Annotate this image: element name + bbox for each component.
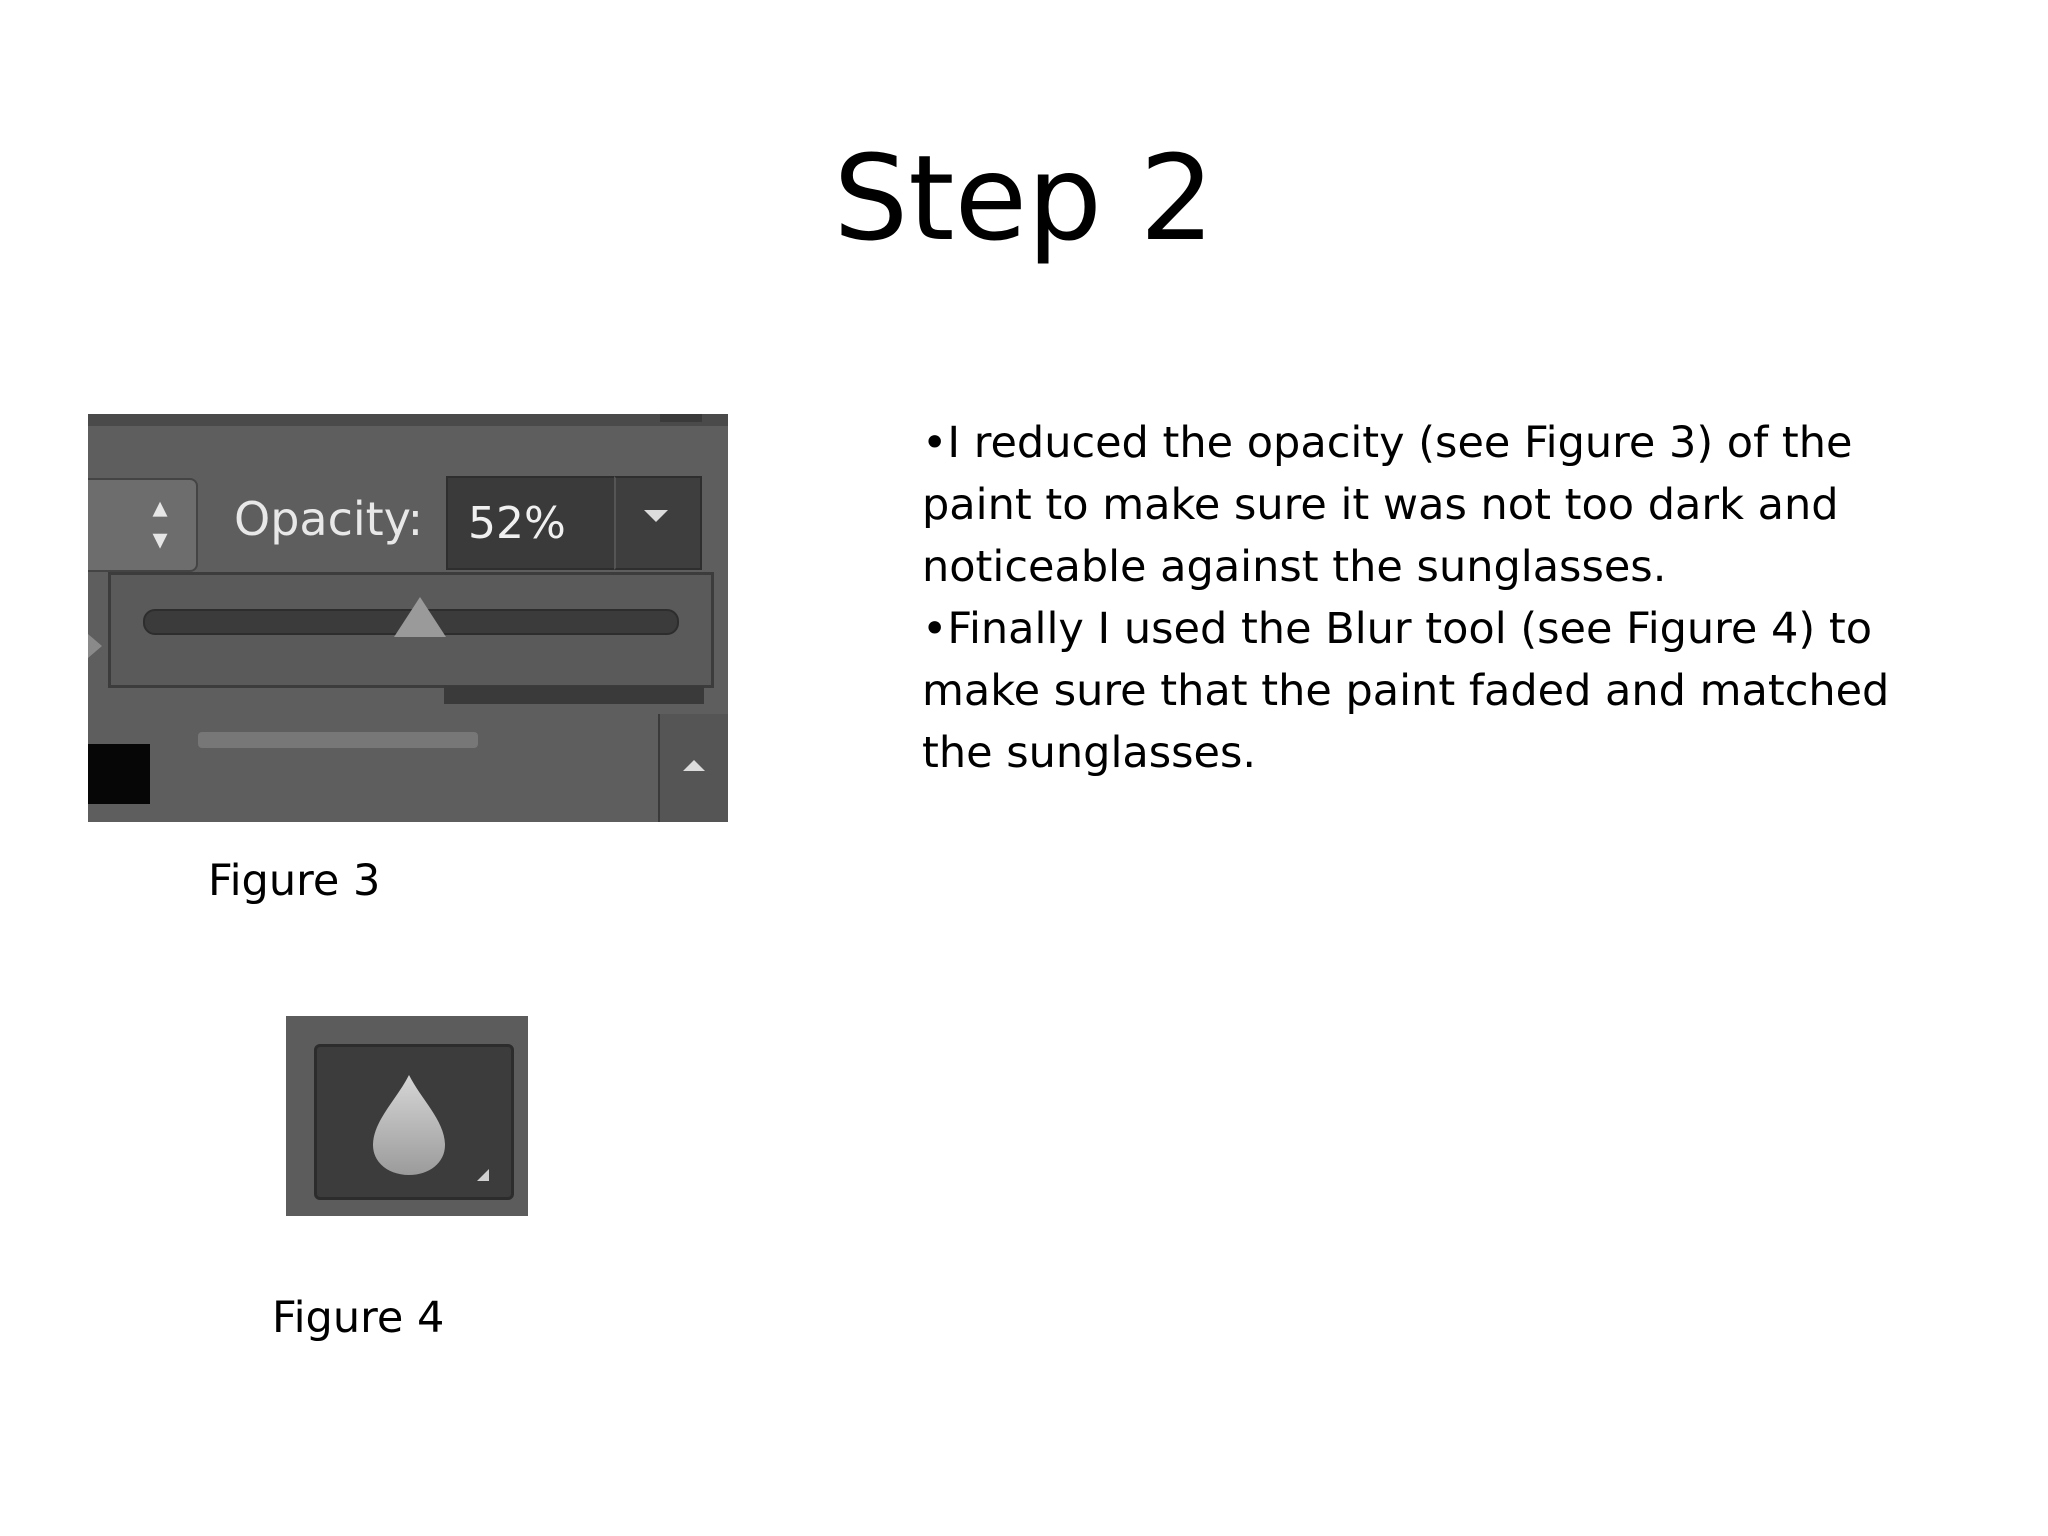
layer-name-blurred <box>198 732 478 748</box>
opacity-dropdown-button[interactable] <box>614 476 702 570</box>
figure-4-caption: Figure 4 <box>272 1293 445 1343</box>
opacity-value: 52% <box>468 498 566 549</box>
opacity-slider-popup <box>108 572 714 688</box>
figure-4-blur-tool <box>286 1016 528 1216</box>
bullet-item-2: •Finally I used the Blur tool (see Figure 4) to make sure that the paint faded and matched the sunglasses. <box>922 604 1890 778</box>
panel-top-strip <box>88 414 728 426</box>
blur-drop-icon <box>317 1047 511 1197</box>
figure-3-caption: Figure 3 <box>208 856 381 906</box>
bullet-item-1: •I reduced the opacity (see Figure 3) of the paint to make sure it was not too dark and noticeable against the sunglasses. <box>922 418 1853 592</box>
layer-thumbnail <box>88 744 150 804</box>
corner-triangle-icon <box>477 1169 489 1181</box>
panel-top-notch <box>660 414 702 422</box>
blend-mode-stepper[interactable] <box>88 478 198 572</box>
scrollbar[interactable] <box>658 714 728 822</box>
opacity-field[interactable] <box>446 476 616 570</box>
chevron-down-icon <box>644 510 668 522</box>
panel-divider <box>444 686 704 704</box>
opacity-label: Opacity: <box>234 492 424 546</box>
body-text <box>922 412 1932 784</box>
scroll-up-icon <box>683 760 705 771</box>
left-arrow-icon <box>88 634 102 658</box>
blur-tool-button[interactable] <box>314 1044 514 1200</box>
slide-title: Step 2 <box>833 129 1215 267</box>
up-down-arrows-icon: ▴ ▾ <box>152 491 168 556</box>
opacity-slider-thumb[interactable] <box>394 597 446 637</box>
figure-3-opacity-panel <box>88 414 728 822</box>
